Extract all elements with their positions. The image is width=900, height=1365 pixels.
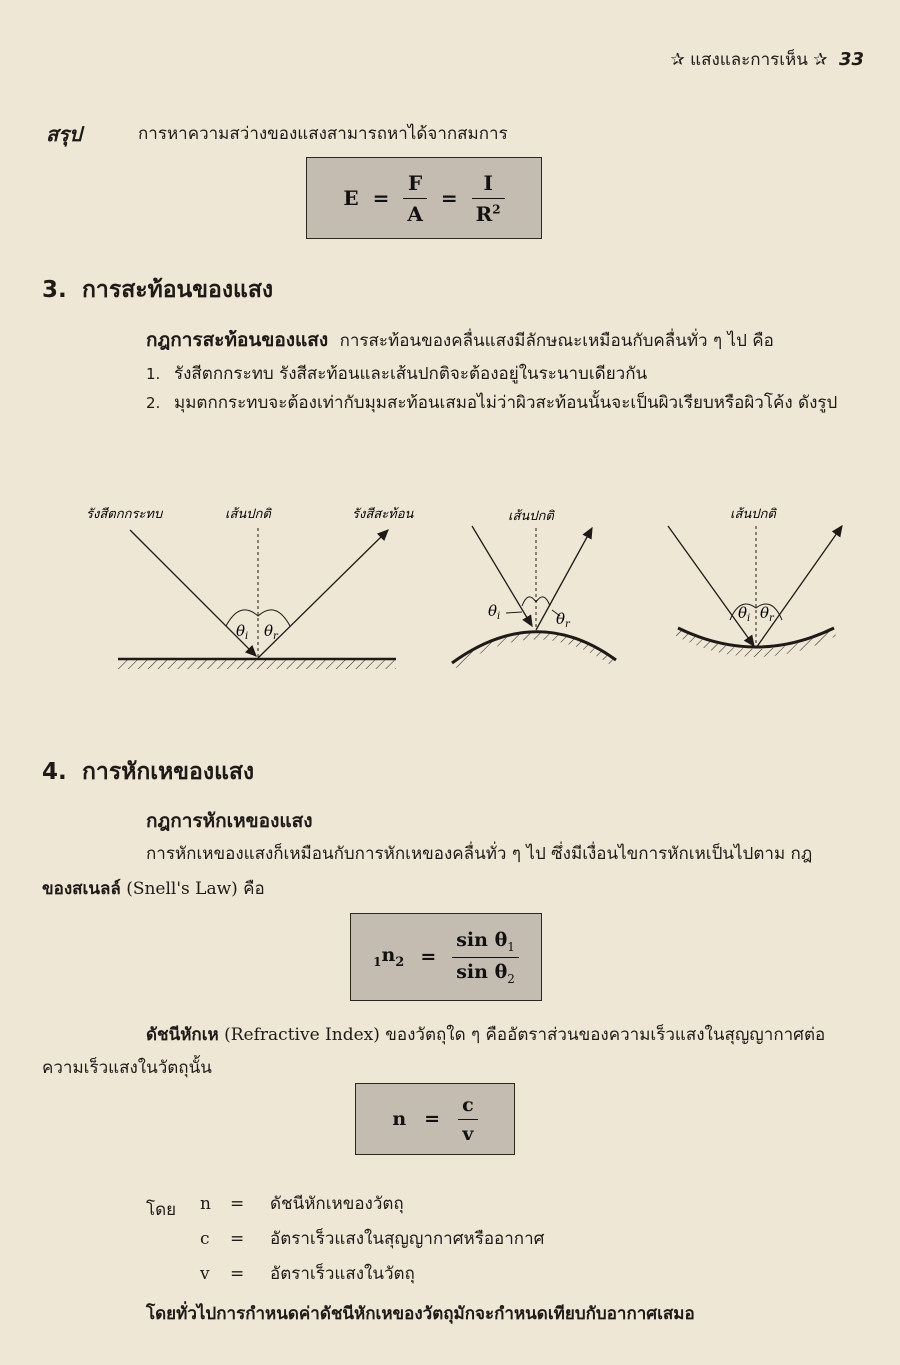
eq-sign: = <box>372 186 390 210</box>
paragraph-line: ดัชนีหักเห (Refractive Index) ของวัตถุใด ๆ คืออัตราส่วนของความเร็วแสงในสุญญากาศต่อ <box>146 1025 826 1045</box>
reflection-law-paragraph <box>146 322 866 358</box>
theta-i: $\theta_i$ <box>236 622 249 642</box>
numerator: I <box>483 170 493 195</box>
theta-i: $\theta_i$ <box>738 604 751 624</box>
where-label: โดย <box>146 1200 177 1220</box>
fraction-i-over-r2 <box>472 171 505 226</box>
relative-index: $_1n_2$ <box>373 944 405 970</box>
definition-row: n = ดัชนีหักเหของวัตถุ <box>200 1194 404 1214</box>
paragraph-line: การหักเหของแสงก็เหมือนกับการหักเหของคลื่นทั่ว ๆ ไป ซึ่งมีเงื่อนไขการหักเหเป็นไปตาม กฎ <box>146 844 813 864</box>
incident-ray-label: รังสีตกกระทบ <box>86 507 163 522</box>
normal-label: เส้นปกติ <box>225 507 271 522</box>
reflection-diagram <box>0 490 900 690</box>
reflection-law-list <box>146 366 866 412</box>
normal-label: เส้นปกติ <box>508 509 554 524</box>
section-title: การหักเหของแสง <box>82 759 255 785</box>
numerator: F <box>408 170 423 195</box>
refractive-index-paragraph <box>42 1027 862 1077</box>
incident-ray <box>472 526 532 626</box>
definitions-list <box>200 1196 544 1283</box>
surface-hatch <box>118 659 396 669</box>
page-number: 33 <box>838 49 864 70</box>
law-text: การสะท้อนของคลื่นแสงมีลักษณะเหมือนกับคลื่นทั่ว ๆ ไป คือ <box>339 331 774 351</box>
snell-equation-box <box>350 913 542 1001</box>
snell-paragraph <box>42 846 862 898</box>
refractive-index-equation-box <box>355 1083 515 1155</box>
normal-label: เส้นปกติ <box>730 507 776 522</box>
eq-lhs: E <box>343 186 359 210</box>
theta-r: $\theta_r$ <box>264 622 278 642</box>
section-3-heading <box>42 272 273 308</box>
r-base: R <box>475 201 493 226</box>
paragraph-line: ความเร็วแสงในวัตถุนั้น <box>42 1058 212 1078</box>
law-title: กฎการสะท้อนของแสง <box>146 329 329 351</box>
eq-sign: = <box>440 186 458 210</box>
numerator: c <box>462 1093 474 1116</box>
refraction-law-title: กฎการหักเหของแสง <box>146 810 313 832</box>
eq-sign: = <box>424 1108 441 1130</box>
convex-mirror-figure <box>452 509 616 668</box>
list-item: 2. มุมตกกระทบจะต้องเท่ากับมุมสะท้อนเสมอไม่ว่าผิวสะท้อนนั้นจะเป็นผิวเรียบหรือผิวโค้ง ดังรูป <box>146 393 838 413</box>
eq-sign: = <box>420 946 437 968</box>
r-exponent: 2 <box>492 201 501 216</box>
paragraph-line: ของสเนลล์ (Snell's Law) คือ <box>42 879 265 899</box>
flat-mirror-figure <box>86 506 415 669</box>
reflected-ray-label: รังสีสะท้อน <box>352 507 414 522</box>
final-sentence: โดยทั่วไปการกำหนดค่าดัชนีหักเหของวัตถุมักจะกำหนดเทียบกับอากาศเสมอ <box>146 1304 695 1324</box>
section-number: 3. <box>42 277 67 303</box>
illuminance-equation-box <box>306 157 542 239</box>
denominator: v <box>462 1122 474 1145</box>
fraction-c-over-v <box>458 1094 478 1145</box>
running-header <box>670 46 864 73</box>
section-number: 4. <box>42 759 67 785</box>
header-title: ✰ แสงและการเห็น ✰ <box>670 50 828 70</box>
definition-row: v = อัตราเร็วแสงในวัตถุ <box>200 1264 415 1284</box>
theta-i: $\theta_i$ <box>488 602 501 622</box>
summary-label: สรุป <box>46 122 82 146</box>
sine-ratio <box>452 929 519 986</box>
fraction-f-over-a <box>403 171 427 226</box>
denominator: $\sin \theta_2$ <box>456 960 515 986</box>
denominator <box>472 199 505 226</box>
section-4-heading <box>42 754 254 790</box>
surface-hatch <box>452 632 616 668</box>
theta-r: $\theta_r$ <box>760 604 774 624</box>
denominator: A <box>407 201 423 226</box>
definition-row: c = อัตราเร็วแสงในสุญญากาศหรืออากาศ <box>200 1229 545 1249</box>
concave-mirror-figure <box>668 507 842 657</box>
angle-arc <box>522 597 550 606</box>
theta-r: $\theta_r$ <box>556 610 570 630</box>
section-title: การสะท้อนของแสง <box>82 277 274 303</box>
list-item: 1. รังสีตกกระทบ รังสีสะท้อนและเส้นปกติจะต้องอยู่ในระนาบเดียวกัน <box>146 364 648 384</box>
summary-text: การหาความสว่างของแสงสามารถหาได้จากสมการ <box>138 124 508 144</box>
numerator: $\sin \theta_1$ <box>456 928 515 954</box>
eq-lhs: n <box>392 1108 407 1130</box>
